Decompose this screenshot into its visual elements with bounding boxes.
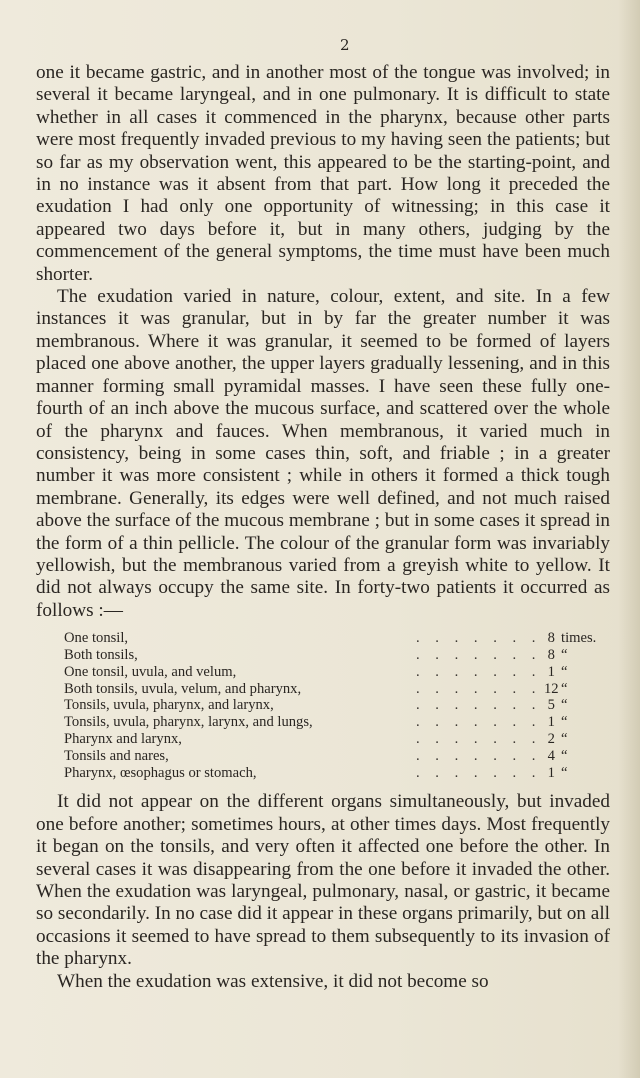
site-cell: Tonsils, uvula, pharynx, larynx, and lungs, [64,714,313,731]
site-cell: Both tonsils, [64,646,138,663]
count-cell: 1 [547,714,555,731]
count-cell: 2 [547,730,555,747]
dot-leader: . . . . . . . [416,680,542,697]
table-row [64,630,610,647]
unit-cell: “ [561,680,568,697]
page-number: 2 [340,36,351,54]
unit-cell: “ [561,714,568,731]
count-cell: 8 [547,630,555,647]
table-row [64,681,610,698]
count-cell: 1 [547,764,555,781]
site-cell: Tonsils, uvula, pharynx, and larynx, [64,697,274,714]
page-edge-shadow [618,0,640,1078]
paragraph-2: The exudation varied in nature, colour, extent, and site. In a few instances it was granular, but in by far the greater number it was membranous. Where it was granular, it seemed to be formed of layers placed one above another, the upper layers gradually lessening, and in this manner forming small pyramidal masses. I have seen these fully one-fourth of an inch above the mucous surface, and scattered over the whole of the pharynx and fauces. When membranous, it varied much in consistency, being in some cases thin, soft, and friable ; in a greater number it was more consistent ; while in others it formed a thick tough membrane. Generally, its edges were well defined, and not much raised above the surface of the mucous membrane ; but in some cases it spread in the form of a thin pellicle. The colour of the granular form was invariably yellowish, but the membranous varied from a greyish white to yellow. It did not always occupy the same site. In forty-two patients it occurred as follows :— [36,286,610,621]
site-cell: Both tonsils, uvula, velum, and pharynx, [64,680,302,697]
site-cell: One tonsil, uvula, and velum, [64,663,237,680]
unit-cell: “ [561,646,568,663]
dot-leader: . . . . . . . [416,646,542,663]
table-row [64,714,610,731]
paragraph-4: When the exudation was extensive, it did not become so [57,970,489,992]
unit-cell: times. [561,630,597,647]
unit-cell: “ [561,747,568,764]
table-row [64,647,610,664]
dot-leader: . . . . . . . [416,747,542,764]
dot-leader: . . . . . . . [416,730,542,747]
dot-leader: . . . . . . . [416,630,542,647]
dot-leader: . . . . . . . [416,663,542,680]
table-row [64,748,610,765]
exudation-sites-table [64,630,610,781]
unit-cell: “ [561,730,568,747]
site-cell: Tonsils and nares, [64,747,169,764]
table-row [64,697,610,714]
dot-leader: . . . . . . . [416,764,542,781]
table-row [64,664,610,681]
unit-cell: “ [561,663,568,680]
count-cell: 12 [543,680,559,697]
table-row [64,765,610,782]
count-cell: 8 [547,646,555,663]
table-row [64,731,610,748]
paragraph-1: one it became gastric, and in another most of the tongue was involved; in several it became laryngeal, and in one pulmonary. It is difficult to state whether in all cases it commenced in the pharynx, because other parts were most frequently invaded previous to my having seen the patients; but so far as my observation went, this appeared to be the starting-point, and in no instance was it absent from that part. How long it preceded the exudation I had only one opportunity of witnessing; in this case it appeared two days before it, but in many others, judging by the commencement of the general symptoms, the time must have been much shorter. [36,62,610,285]
page-body [36,62,610,993]
dot-leader: . . . . . . . [416,714,542,731]
unit-cell: “ [561,697,568,714]
site-cell: Pharynx, œsophagus or stomach, [64,764,257,781]
site-cell: One tonsil, [64,630,129,647]
count-cell: 1 [547,663,555,680]
unit-cell: “ [561,764,568,781]
count-cell: 4 [547,747,555,764]
site-cell: Pharynx and larynx, [64,730,182,747]
dot-leader: . . . . . . . [416,697,542,714]
count-cell: 5 [547,697,555,714]
paragraph-3: It did not appear on the different organs simultaneously, but invaded one before another; sometimes hours, at other times days. Most frequently it began on the tonsils, and very often it affected one before the other. In several cases it was disappearing from the one before it invaded the other. When the exudation was laryngeal, pulmonary, nasal, or gastric, it became so secondarily. In no case did it appear in these organs primarily, but on all occasions it seemed to have spread to them subsequently to its invasion of the pharynx. [36,791,610,970]
